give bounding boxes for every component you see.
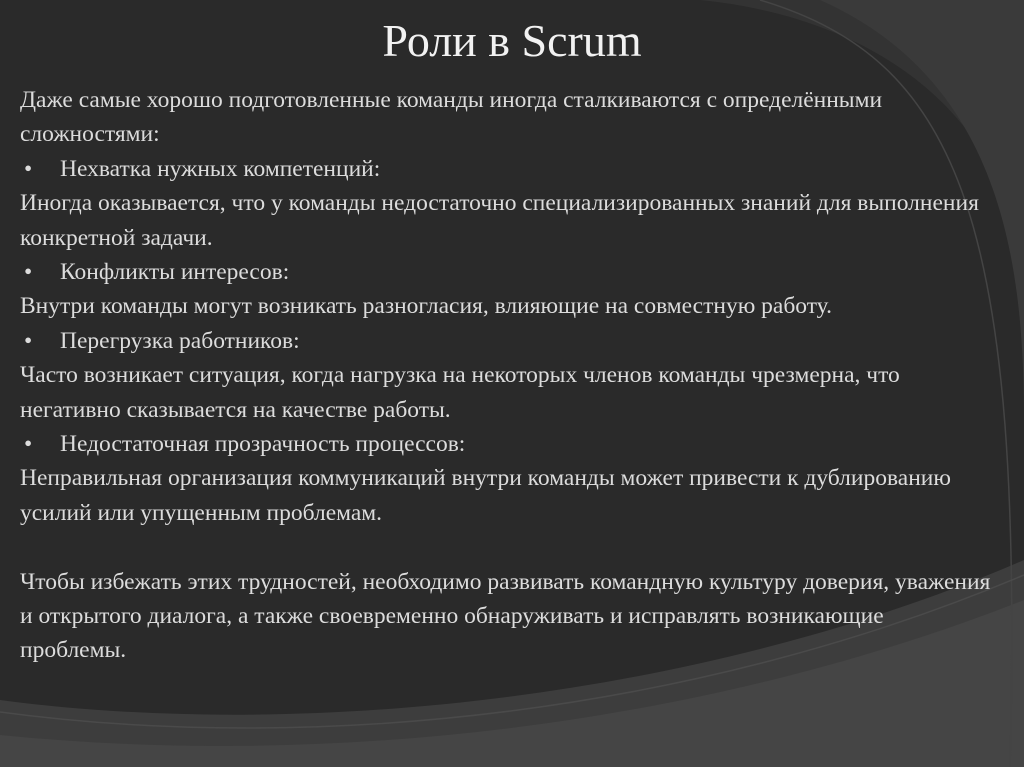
bullet-description: Внутри команды могут возникать разногласия, влияющие на совместную работу.: [20, 293, 832, 320]
bullet-item: [20, 255, 995, 289]
bullet-description: Иногда оказывается, что у команды недостаточно специализированных знаний для выполнения конкретной задачи.: [20, 190, 979, 251]
slide-title: Роли в Scrum: [382, 15, 642, 66]
intro-paragraph: Даже самые хорошо подготовленные команды иногда сталкиваются с определёнными сложностями:: [20, 87, 883, 148]
slide-body: [20, 83, 995, 668]
bullet-description: Неправильная организация коммуникаций внутри команды может привести к дублированию усилий или упущенным проблемам.: [20, 465, 951, 526]
bullet-description: Часто возникает ситуация, когда нагрузка на некоторых членов команды чрезмерна, что негативно сказывается на качестве работы.: [20, 362, 900, 423]
paragraph-spacer: [20, 530, 995, 564]
bullet-item: [20, 324, 995, 358]
bullet-dot: •: [24, 327, 33, 354]
bullet-item: [20, 152, 995, 186]
bullet-dot: •: [24, 155, 33, 182]
bullet-item: [20, 427, 995, 461]
bullet-dot: •: [24, 431, 33, 458]
bullet-heading: Перегрузка работников:: [60, 327, 300, 354]
bullet-dot: •: [24, 259, 33, 286]
conclusion-paragraph: Чтобы избежать этих трудностей, необходимо развивать командную культуру доверия, уважения и открытого диалога, а также своевременно обнаруживать и исправлять возникающие проблемы.: [20, 568, 991, 664]
bullet-heading: Конфликты интересов:: [60, 259, 290, 286]
bullet-heading: Недостаточная прозрачность процессов:: [60, 431, 466, 458]
bullet-heading: Нехватка нужных компетенций:: [60, 155, 381, 182]
